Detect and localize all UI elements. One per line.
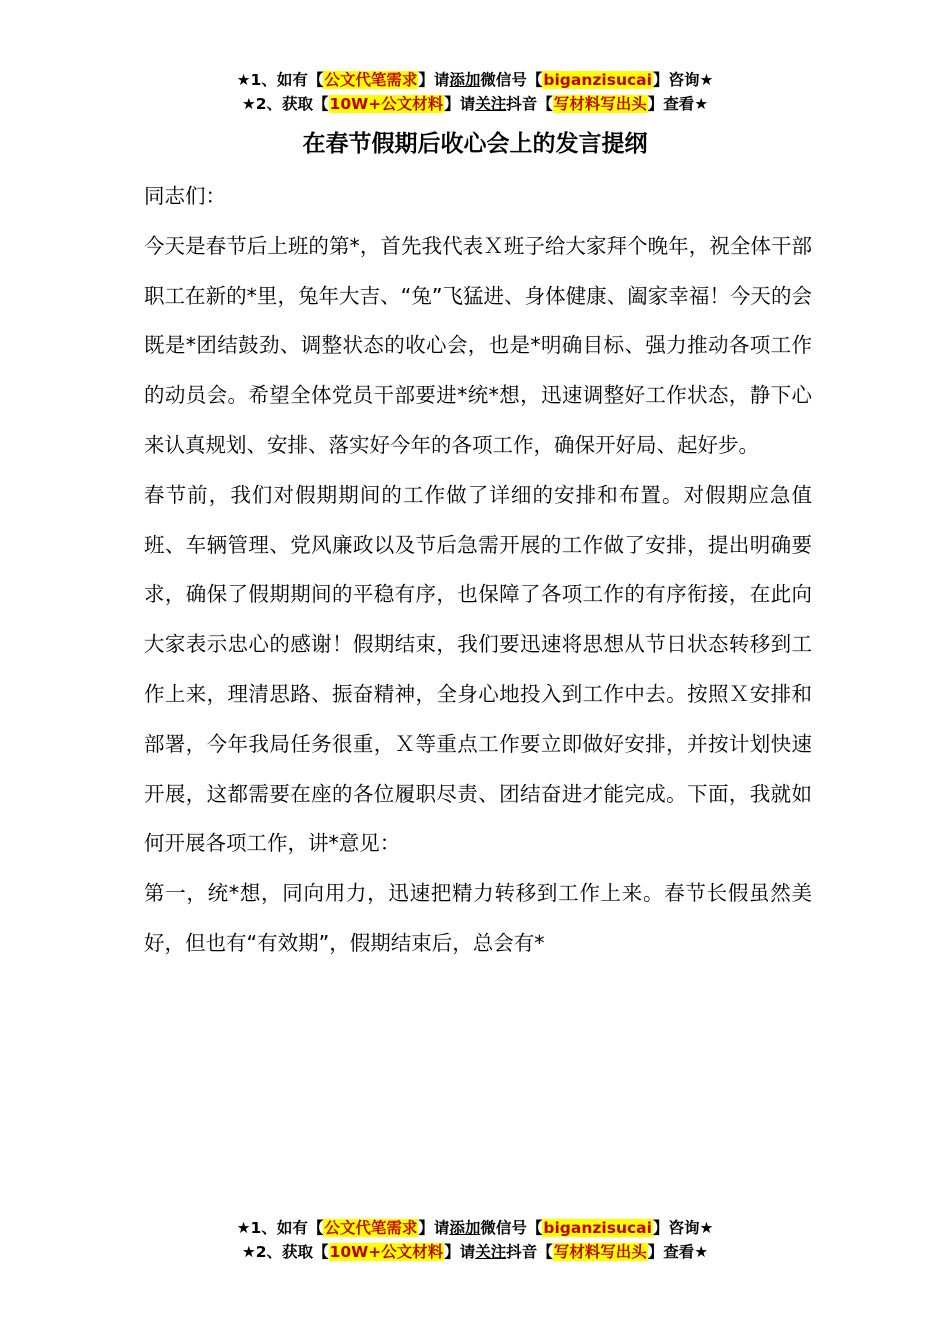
notice-line-1: ★1、如有【公文代笔需求】请添加微信号【biganzisucai】咨询★ xyxy=(236,1219,714,1237)
highlight-materials: 10W+公文材料 xyxy=(329,1243,444,1261)
highlight-service: 公文代笔需求 xyxy=(324,71,418,89)
paragraph-greeting: 今天是春节后上班的第*，首先我代表Ｘ班子给大家拜个晚年，祝全体干部职工在新的*里，兔年大吉、“兔”飞猛进、身体健康、阖家幸福！今天的会既是*团结鼓劲、调整状态的收心会，也是*明确目标、强力推动各项工作的动员会。希望全体党员干部要进*统*想，迅速调整好工作状态，静下心来认真规划、安排、落实好今年的各项工作，确保开好局、起好步。 xyxy=(144,233,812,457)
notice-line-2: ★2、获取【10W+公文材料】请关注抖音【写材料写出头】查看★ xyxy=(241,1243,709,1261)
notice-line-2: ★2、获取【10W+公文材料】请关注抖音【写材料写出头】查看★ xyxy=(241,95,709,113)
highlight-wechat-id: biganzisucai xyxy=(543,1219,652,1237)
document-body xyxy=(144,172,812,969)
highlight-wechat-id: biganzisucai xyxy=(543,71,652,89)
highlight-douyin-account: 写材料写出头 xyxy=(553,95,647,113)
highlight-materials: 10W+公文材料 xyxy=(329,95,444,113)
highlight-douyin-account: 写材料写出头 xyxy=(553,1243,647,1261)
paragraph-salutation: 同志们： xyxy=(144,184,226,208)
highlight-service: 公文代笔需求 xyxy=(324,1219,418,1237)
paragraph-point-one: 第一，统*想，同向用力，迅速把精力转移到工作上来。春节长假虽然美好，但也有“有效期”，假期结束后，总会有* xyxy=(144,881,812,955)
paragraph-review: 春节前，我们对假期期间的工作做了详细的安排和布置。对假期应急值班、车辆管理、党风廉政以及节后急需开展的工作做了安排，提出明确要求，确保了假期期间的平稳有序，也保障了各项工作的有序衔接，在此向大家表示忠心的感谢！假期结束，我们要迅速将思想从节日状态转移到工作上来，理清思路、振奋精神，全身心地投入到工作中去。按照Ｘ安排和部署，今年我局任务很重，Ｘ等重点工作要立即做好安排，并按计划快速开展，这都需要在座的各位履职尽责、团结奋进才能完成。下面，我就如何开展各项工作，讲*意见： xyxy=(144,482,812,856)
document-title: 在春节假期后收心会上的发言提纲 xyxy=(302,131,648,157)
header-notice xyxy=(0,68,950,116)
footer-notice xyxy=(0,1216,950,1264)
notice-line-1: ★1、如有【公文代笔需求】请添加微信号【biganzisucai】咨询★ xyxy=(236,71,714,89)
